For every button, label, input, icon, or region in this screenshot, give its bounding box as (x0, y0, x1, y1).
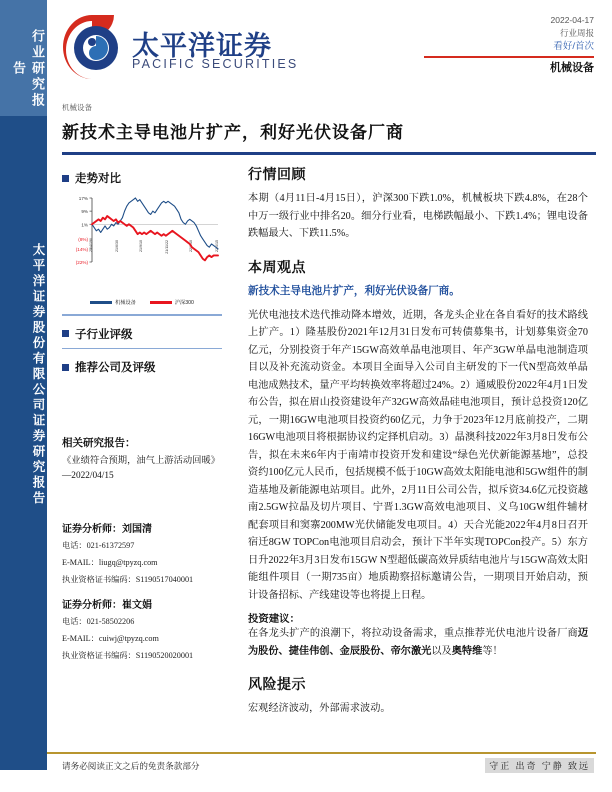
left-divider-2 (62, 348, 222, 350)
svg-text:9%: 9% (81, 209, 88, 215)
advice-companies-secondary: 奥特维 (451, 645, 483, 657)
right-column (248, 160, 588, 718)
report-header (47, 0, 612, 118)
svg-text:22/4/15: 22/4/15 (215, 240, 219, 253)
report-type: 行业周报 (559, 28, 594, 38)
related-reports-title: 相关研究报告： (62, 438, 136, 450)
left-divider-1 (62, 314, 222, 316)
analyst-phone-1: 电话：021-61372597 (62, 541, 135, 551)
section-body-market-review: 本期（4月11日-4月15日），沪深300下跌1.0%，机械板块下跌4.8%，在28个中万一级行业中排名20。细分行业看，电梯跌幅最小、下跌1.4%；锂电设备跌幅最大、下跌11.5%。 (248, 193, 588, 239)
chart-block-header (62, 170, 222, 186)
analyst-cert-1: 执业资格证书编码：S1190517040001 (62, 575, 194, 585)
square-bullet-icon (62, 330, 69, 337)
report-date: 2022-04-17 (550, 15, 594, 25)
left-column (62, 160, 222, 662)
svg-text:22/2/10: 22/2/10 (188, 240, 193, 253)
square-bullet-icon (62, 364, 69, 371)
svg-text:21/4/19: 21/4/19 (89, 240, 93, 253)
page-title: 新技术主导电池片扩产，利好光伏设备厂商 (62, 123, 404, 142)
analyst-name-1: 证券分析师：刘国清 (62, 524, 152, 536)
recommend-title: 推荐公司及评级 (75, 362, 156, 375)
pacific-securities-logo-icon (62, 12, 124, 82)
sidebar-bottom-label: 太平洋证券股份有限公司证券研究报告 (31, 243, 45, 507)
legend-swatch (150, 301, 172, 303)
square-bullet-icon (62, 175, 69, 182)
analyst-spacer (62, 484, 222, 510)
report-rating: 看好/首次 (553, 41, 594, 52)
svg-text:17%: 17% (78, 196, 88, 201)
section-body-risk: 宏观经济波动，外部需求波动。 (248, 703, 391, 714)
recommend-header (62, 359, 222, 375)
section-title-market-review: 行情回顾 (248, 168, 306, 183)
analyst-cert-2: 执业资格证书编码：S1190520020001 (62, 651, 194, 661)
legend-item (150, 299, 194, 306)
trend-chart-svg (62, 190, 222, 298)
svg-text:21/11/22: 21/11/22 (165, 240, 170, 254)
svg-text:21/9/10: 21/9/10 (138, 240, 143, 253)
subsector-rating-header (62, 326, 222, 342)
advice-text-pre: 在各龙头扩产的浪潮下，将拉动设备需求，重点推荐光伏电池片设备厂商 (248, 628, 578, 639)
svg-text:21/6/30: 21/6/30 (115, 240, 120, 253)
report-sector: 机械设备 (550, 62, 594, 75)
recommend-spacer (62, 379, 222, 429)
legend-swatch (90, 301, 112, 303)
title-divider (62, 152, 596, 155)
analyst-name-2: 证券分析师：崔文娟 (62, 600, 152, 612)
sidebar-top-label: 行业研究报告 (11, 29, 45, 109)
subsector-rating-title: 子行业评级 (75, 328, 133, 341)
header-red-rule (424, 56, 594, 58)
section-title-risk: 风险提示 (248, 678, 306, 693)
section-body-weekly-view: 光伏电池技术迭代推动降本增效，近期，各龙头企业在各自看好的技术路线上扩产。1）隆基股份2021年12月31日发布可转债募集书，计划募集资金70亿元，分别投资于年产15GW高效单晶电池项目、年产3GW单晶电池制造项目以及补充流动资金。本项目全面导入公司自主研发的下一代N型高效单晶电池成熟技术，量产平均转换效率将超过24%。2）通威股份2022年4月1日发布公告，拟在眉山投资建设年产32GW高效晶硅电池项目，预计总投资120亿元，一期16GW电池项目投资约60亿元，力争于2023年12月底前投产，二期16GW电池项目将根据协议约定择机启动。3）晶澳科技2022年3月8日发布公告，拟在未来6年内于南靖市投资开发和建设“绿色光伏新能源基地”，总投资约100亿元人民币，包括规模不低于10GW高效太阳能电池和5GW组件的制造基地及新能源电站项目。此外，2月11日公司公告，拟斥资34.6亿元投资越南2.5GW拉晶及切片项目、宁晋1.3GW高效电池项目、义乌10GW组件辅材配套项目和窦寨200MW光伏储能发电项目。4）天合光能2022年4月8日召开宿迁8GW TOPCon电池项目启动会，预计下半年实现TOPCon投产。5）东方日升2022年3月3日发布15GW N型超低碳高效异质结电池片与15GW高效太阳能组件项目（一期735亩）地质勘察招标邀请公告，一期项目开始启动，预计设备招标、产线建设等也将提上日程。 (248, 309, 588, 601)
weekly-view-lead: 新技术主导电池片扩产，利好光伏设备厂商。 (248, 285, 460, 297)
left-sidebar (0, 0, 47, 792)
footer-divider (47, 752, 596, 754)
legend-item (90, 299, 136, 306)
section-title-weekly-view: 本周观点 (248, 260, 306, 276)
legend-label: 沪深300 (174, 300, 194, 306)
advice-text-mid: 以及 (431, 645, 452, 657)
advice-text-end: 等！ (482, 645, 503, 657)
related-report-item[interactable]: 《业绩符合预期，油气上游活动回暖》—2022/04/15 (62, 456, 221, 482)
advice-companies-primary: 迈为股份、捷佳伟创、金辰股份、帝尔激光 (248, 628, 588, 657)
investment-advice-body (248, 625, 588, 660)
svg-text:(8%): (8%) (78, 237, 88, 243)
sub-sector-label: 机械设备 (62, 103, 92, 112)
footer-slogan: 守正 出奇 宁静 致远 (485, 758, 594, 773)
svg-text:(22%): (22%) (75, 260, 88, 265)
analyst-email-2[interactable]: E-MAIL：cuiwj@tpyzq.com (62, 634, 159, 644)
trend-comparison-chart (62, 190, 222, 308)
analyst-email-1[interactable]: E-MAIL：liugq@tpyzq.com (62, 558, 158, 568)
chart-legend (62, 299, 222, 306)
footer-disclaimer: 请务必阅读正文之后的免责条款部分 (62, 761, 200, 771)
investment-advice-label: 投资建议： (248, 614, 300, 625)
logo-english-name: PACIFIC SECURITIES (132, 57, 299, 71)
sidebar-footer-gap (0, 770, 47, 792)
legend-label: 机械设备 (115, 300, 136, 306)
header-meta (424, 14, 594, 76)
company-logo (62, 12, 299, 84)
logo-chinese-name: 太平洋证券 (132, 31, 272, 61)
chart-block-title: 走势对比 (75, 173, 121, 185)
analyst-phone-2: 电话：021-58502206 (62, 617, 135, 627)
svg-text:1%: 1% (81, 222, 88, 228)
svg-text:(14%): (14%) (75, 246, 88, 252)
